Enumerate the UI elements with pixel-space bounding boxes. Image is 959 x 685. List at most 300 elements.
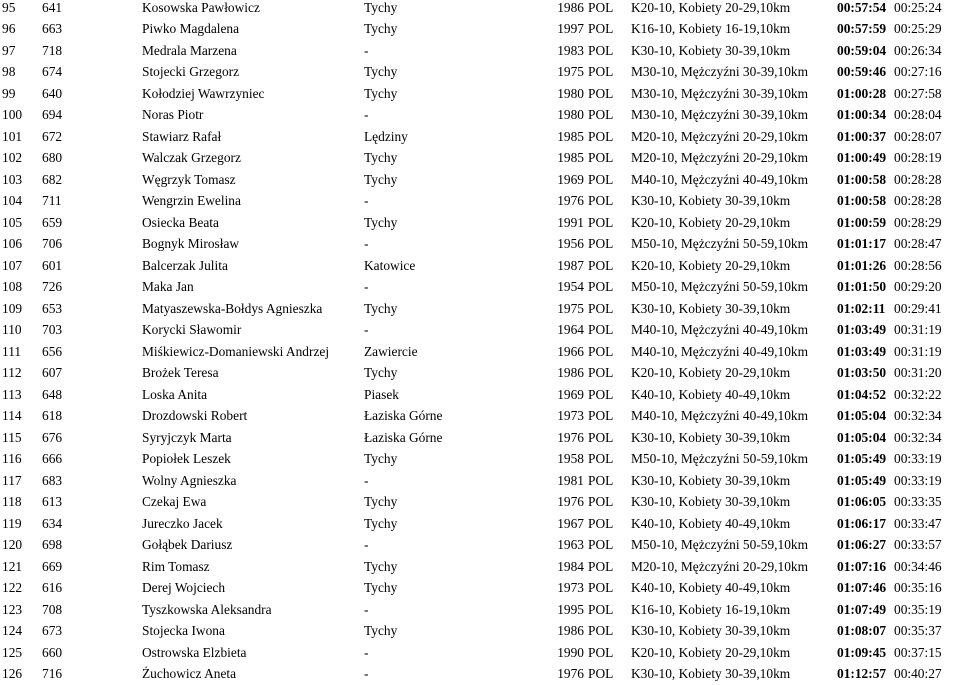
club-cell: Tychy [364,169,527,191]
bib-cell: 718 [42,40,142,62]
bib-cell: 703 [42,320,142,342]
time-behind-cell: 00:33:57 [894,535,954,557]
category-cell: K30-10, Kobiety 30-39,10km [631,40,837,62]
time-cell: 01:08:07 [837,621,894,643]
birth-year-cell: 1956 [527,234,588,256]
name-cell: Miśkiewicz-Domaniewski Andrzej [142,341,364,363]
time-behind-cell: 00:32:22 [894,384,954,406]
bib-cell: 669 [42,556,142,578]
table-row [0,513,954,535]
bib-cell: 708 [42,599,142,621]
time-behind-cell: 00:28:28 [894,191,954,213]
country-cell: POL [588,191,631,213]
name-cell: Derej Wojciech [142,578,364,600]
place-cell: 125 [0,642,42,664]
birth-year-cell: 1963 [527,535,588,557]
category-cell: M50-10, Mężczyźni 50-59,10km [631,535,837,557]
time-behind-cell: 00:34:46 [894,556,954,578]
time-cell: 01:07:16 [837,556,894,578]
category-cell: M40-10, Mężczyźni 40-49,10km [631,406,837,428]
club-cell: Zawiercie [364,341,527,363]
bib-cell: 676 [42,427,142,449]
country-cell: POL [588,255,631,277]
name-cell: Stawiarz Rafał [142,126,364,148]
time-behind-cell: 00:27:16 [894,62,954,84]
time-behind-cell: 00:35:37 [894,621,954,643]
country-cell: POL [588,40,631,62]
birth-year-cell: 1975 [527,298,588,320]
place-cell: 109 [0,298,42,320]
category-cell: K40-10, Kobiety 40-49,10km [631,513,837,535]
time-behind-cell: 00:31:20 [894,363,954,385]
birth-year-cell: 1976 [527,427,588,449]
time-behind-cell: 00:33:19 [894,449,954,471]
country-cell: POL [588,578,631,600]
category-cell: M20-10, Mężczyźni 20-29,10km [631,148,837,170]
club-cell: - [364,105,527,127]
time-behind-cell: 00:28:56 [894,255,954,277]
country-cell: POL [588,556,631,578]
name-cell: Gołąbek Dariusz [142,535,364,557]
club-cell: - [364,664,527,685]
country-cell: POL [588,320,631,342]
birth-year-cell: 1986 [527,0,588,19]
club-cell: Lędziny [364,126,527,148]
birth-year-cell: 1976 [527,664,588,685]
time-cell: 00:57:59 [837,19,894,41]
bib-cell: 683 [42,470,142,492]
birth-year-cell: 1983 [527,40,588,62]
time-cell: 01:07:49 [837,599,894,621]
name-cell: Piwko Magdalena [142,19,364,41]
country-cell: POL [588,62,631,84]
time-behind-cell: 00:25:24 [894,0,954,19]
country-cell: POL [588,470,631,492]
birth-year-cell: 1967 [527,513,588,535]
bib-cell: 660 [42,642,142,664]
category-cell: K30-10, Kobiety 30-39,10km [631,470,837,492]
name-cell: Matyaszewska-Bołdys Agnieszka [142,298,364,320]
birth-year-cell: 1964 [527,320,588,342]
name-cell: Węgrzyk Tomasz [142,169,364,191]
bib-cell: 663 [42,19,142,41]
name-cell: Bognyk Mirosław [142,234,364,256]
birth-year-cell: 1976 [527,492,588,514]
birth-year-cell: 1969 [527,384,588,406]
birth-year-cell: 1995 [527,599,588,621]
bib-cell: 716 [42,664,142,685]
time-behind-cell: 00:31:19 [894,341,954,363]
table-row [0,492,954,514]
club-cell: Tychy [364,578,527,600]
club-cell: Tychy [364,62,527,84]
name-cell: Brożek Teresa [142,363,364,385]
club-cell: Tychy [364,148,527,170]
birth-year-cell: 1969 [527,169,588,191]
category-cell: K40-10, Kobiety 40-49,10km [631,384,837,406]
country-cell: POL [588,621,631,643]
table-row [0,105,954,127]
bib-cell: 641 [42,0,142,19]
time-behind-cell: 00:27:58 [894,83,954,105]
name-cell: Stojecki Grzegorz [142,62,364,84]
time-behind-cell: 00:28:47 [894,234,954,256]
club-cell: - [364,320,527,342]
table-row [0,320,954,342]
time-cell: 01:00:58 [837,169,894,191]
bib-cell: 694 [42,105,142,127]
place-cell: 103 [0,169,42,191]
category-cell: K20-10, Kobiety 20-29,10km [631,363,837,385]
table-row [0,642,954,664]
table-row [0,363,954,385]
birth-year-cell: 1986 [527,363,588,385]
time-cell: 01:03:49 [837,341,894,363]
bib-cell: 698 [42,535,142,557]
name-cell: Wolny Agnieszka [142,470,364,492]
category-cell: M50-10, Mężczyźni 50-59,10km [631,449,837,471]
club-cell: Łaziska Górne [364,406,527,428]
table-row [0,578,954,600]
country-cell: POL [588,19,631,41]
bib-cell: 682 [42,169,142,191]
place-cell: 112 [0,363,42,385]
place-cell: 99 [0,83,42,105]
country-cell: POL [588,234,631,256]
name-cell: Żuchowicz Aneta [142,664,364,685]
birth-year-cell: 1958 [527,449,588,471]
bib-cell: 607 [42,363,142,385]
bib-cell: 648 [42,384,142,406]
club-cell: Tychy [364,449,527,471]
place-cell: 116 [0,449,42,471]
place-cell: 121 [0,556,42,578]
time-cell: 01:03:50 [837,363,894,385]
time-behind-cell: 00:31:19 [894,320,954,342]
category-cell: M50-10, Mężczyźni 50-59,10km [631,277,837,299]
category-cell: M30-10, Mężczyźni 30-39,10km [631,83,837,105]
birth-year-cell: 1984 [527,556,588,578]
table-row [0,191,954,213]
table-row [0,62,954,84]
birth-year-cell: 1990 [527,642,588,664]
time-cell: 00:57:54 [837,0,894,19]
time-cell: 01:05:04 [837,406,894,428]
time-behind-cell: 00:29:20 [894,277,954,299]
category-cell: K30-10, Kobiety 30-39,10km [631,298,837,320]
name-cell: Wengrzin Ewelina [142,191,364,213]
time-behind-cell: 00:32:34 [894,406,954,428]
bib-cell: 659 [42,212,142,234]
table-row [0,148,954,170]
club-cell: Katowice [364,255,527,277]
club-cell: - [364,599,527,621]
place-cell: 114 [0,406,42,428]
category-cell: K30-10, Kobiety 30-39,10km [631,191,837,213]
time-cell: 01:07:46 [837,578,894,600]
table-row [0,277,954,299]
time-cell: 01:00:58 [837,191,894,213]
country-cell: POL [588,406,631,428]
table-row [0,599,954,621]
time-behind-cell: 00:32:34 [894,427,954,449]
category-cell: K16-10, Kobiety 16-19,10km [631,599,837,621]
time-cell: 01:02:11 [837,298,894,320]
bib-cell: 711 [42,191,142,213]
table-row [0,234,954,256]
category-cell: K40-10, Kobiety 40-49,10km [631,578,837,600]
time-cell: 01:05:04 [837,427,894,449]
name-cell: Drozdowski Robert [142,406,364,428]
category-cell: K20-10, Kobiety 20-29,10km [631,0,837,19]
time-cell: 01:06:05 [837,492,894,514]
table-row [0,40,954,62]
category-cell: M40-10, Mężczyźni 40-49,10km [631,341,837,363]
time-cell: 01:00:28 [837,83,894,105]
time-behind-cell: 00:25:29 [894,19,954,41]
category-cell: K20-10, Kobiety 20-29,10km [631,255,837,277]
bib-cell: 656 [42,341,142,363]
club-cell: - [364,470,527,492]
place-cell: 98 [0,62,42,84]
country-cell: POL [588,148,631,170]
name-cell: Tyszkowska Aleksandra [142,599,364,621]
bib-cell: 616 [42,578,142,600]
country-cell: POL [588,492,631,514]
place-cell: 110 [0,320,42,342]
bib-cell: 666 [42,449,142,471]
birth-year-cell: 1954 [527,277,588,299]
name-cell: Ostrowska Elzbieta [142,642,364,664]
club-cell: Tychy [364,363,527,385]
name-cell: Kosowska Pawłowicz [142,0,364,19]
country-cell: POL [588,513,631,535]
table-row [0,406,954,428]
bib-cell: 640 [42,83,142,105]
birth-year-cell: 1973 [527,406,588,428]
category-cell: K30-10, Kobiety 30-39,10km [631,427,837,449]
name-cell: Popiołek Leszek [142,449,364,471]
place-cell: 101 [0,126,42,148]
table-row [0,664,954,685]
time-cell: 01:00:34 [837,105,894,127]
country-cell: POL [588,449,631,471]
country-cell: POL [588,83,631,105]
birth-year-cell: 1985 [527,126,588,148]
place-cell: 124 [0,621,42,643]
time-behind-cell: 00:37:15 [894,642,954,664]
club-cell: Piasek [364,384,527,406]
bib-cell: 726 [42,277,142,299]
category-cell: K30-10, Kobiety 30-39,10km [631,492,837,514]
table-row [0,341,954,363]
time-behind-cell: 00:28:28 [894,169,954,191]
club-cell: Tychy [364,621,527,643]
category-cell: M30-10, Mężczyźni 30-39,10km [631,105,837,127]
birth-year-cell: 1966 [527,341,588,363]
country-cell: POL [588,298,631,320]
place-cell: 123 [0,599,42,621]
country-cell: POL [588,169,631,191]
country-cell: POL [588,105,631,127]
table-row [0,83,954,105]
category-cell: M40-10, Mężczyźni 40-49,10km [631,169,837,191]
table-row [0,0,954,19]
table-row [0,169,954,191]
time-behind-cell: 00:26:34 [894,40,954,62]
name-cell: Walczak Grzegorz [142,148,364,170]
club-cell: Tychy [364,212,527,234]
time-cell: 01:06:27 [837,535,894,557]
country-cell: POL [588,277,631,299]
category-cell: M20-10, Mężczyźni 20-29,10km [631,126,837,148]
name-cell: Kołodziej Wawrzyniec [142,83,364,105]
birth-year-cell: 1980 [527,83,588,105]
name-cell: Medrala Marzena [142,40,364,62]
name-cell: Noras Piotr [142,105,364,127]
bib-cell: 653 [42,298,142,320]
name-cell: Korycki Sławomir [142,320,364,342]
place-cell: 108 [0,277,42,299]
club-cell: - [364,191,527,213]
bib-cell: 618 [42,406,142,428]
bib-cell: 613 [42,492,142,514]
birth-year-cell: 1997 [527,19,588,41]
place-cell: 97 [0,40,42,62]
category-cell: K30-10, Kobiety 30-39,10km [631,621,837,643]
time-cell: 01:06:17 [837,513,894,535]
place-cell: 104 [0,191,42,213]
club-cell: - [364,234,527,256]
time-cell: 01:00:37 [837,126,894,148]
birth-year-cell: 1973 [527,578,588,600]
time-cell: 01:00:59 [837,212,894,234]
bib-cell: 674 [42,62,142,84]
time-behind-cell: 00:28:07 [894,126,954,148]
place-cell: 119 [0,513,42,535]
name-cell: Balcerzak Julita [142,255,364,277]
time-behind-cell: 00:28:29 [894,212,954,234]
name-cell: Stojecka Iwona [142,621,364,643]
place-cell: 115 [0,427,42,449]
category-cell: K20-10, Kobiety 20-29,10km [631,642,837,664]
place-cell: 95 [0,0,42,19]
time-behind-cell: 00:33:19 [894,470,954,492]
table-row [0,535,954,557]
country-cell: POL [588,0,631,19]
country-cell: POL [588,212,631,234]
place-cell: 105 [0,212,42,234]
birth-year-cell: 1980 [527,105,588,127]
birth-year-cell: 1975 [527,62,588,84]
country-cell: POL [588,642,631,664]
time-behind-cell: 00:33:47 [894,513,954,535]
time-cell: 01:01:17 [837,234,894,256]
birth-year-cell: 1991 [527,212,588,234]
time-cell: 00:59:04 [837,40,894,62]
name-cell: Maka Jan [142,277,364,299]
table-row [0,126,954,148]
club-cell: - [364,277,527,299]
time-cell: 01:12:57 [837,664,894,685]
place-cell: 117 [0,470,42,492]
club-cell: - [364,40,527,62]
country-cell: POL [588,341,631,363]
birth-year-cell: 1985 [527,148,588,170]
time-behind-cell: 00:40:27 [894,664,954,685]
club-cell: Tychy [364,19,527,41]
name-cell: Czekaj Ewa [142,492,364,514]
country-cell: POL [588,427,631,449]
table-row [0,621,954,643]
category-cell: K30-10, Kobiety 30-39,10km [631,664,837,685]
club-cell: Tychy [364,0,527,19]
category-cell: K20-10, Kobiety 20-29,10km [631,212,837,234]
bib-cell: 634 [42,513,142,535]
table-row [0,212,954,234]
time-behind-cell: 00:35:16 [894,578,954,600]
time-cell: 01:05:49 [837,470,894,492]
time-behind-cell: 00:28:04 [894,105,954,127]
name-cell: Loska Anita [142,384,364,406]
place-cell: 107 [0,255,42,277]
birth-year-cell: 1981 [527,470,588,492]
place-cell: 111 [0,341,42,363]
time-behind-cell: 00:28:19 [894,148,954,170]
place-cell: 113 [0,384,42,406]
name-cell: Rim Tomasz [142,556,364,578]
name-cell: Syryjczyk Marta [142,427,364,449]
country-cell: POL [588,599,631,621]
category-cell: M20-10, Mężczyźni 20-29,10km [631,556,837,578]
place-cell: 126 [0,664,42,685]
table-row [0,449,954,471]
table-row [0,427,954,449]
bib-cell: 601 [42,255,142,277]
bib-cell: 680 [42,148,142,170]
table-row [0,255,954,277]
time-cell: 01:05:49 [837,449,894,471]
table-row [0,470,954,492]
category-cell: M30-10, Mężczyźni 30-39,10km [631,62,837,84]
club-cell: - [364,535,527,557]
time-cell: 01:01:26 [837,255,894,277]
club-cell: Tychy [364,298,527,320]
country-cell: POL [588,384,631,406]
country-cell: POL [588,664,631,685]
bib-cell: 672 [42,126,142,148]
birth-year-cell: 1976 [527,191,588,213]
place-cell: 100 [0,105,42,127]
category-cell: K16-10, Kobiety 16-19,10km [631,19,837,41]
country-cell: POL [588,535,631,557]
country-cell: POL [588,363,631,385]
bib-cell: 673 [42,621,142,643]
category-cell: M50-10, Mężczyźni 50-59,10km [631,234,837,256]
birth-year-cell: 1986 [527,621,588,643]
bib-cell: 706 [42,234,142,256]
club-cell: Tychy [364,556,527,578]
place-cell: 118 [0,492,42,514]
place-cell: 106 [0,234,42,256]
time-cell: 01:04:52 [837,384,894,406]
birth-year-cell: 1987 [527,255,588,277]
time-cell: 01:01:50 [837,277,894,299]
place-cell: 102 [0,148,42,170]
country-cell: POL [588,126,631,148]
place-cell: 120 [0,535,42,557]
category-cell: M40-10, Mężczyźni 40-49,10km [631,320,837,342]
